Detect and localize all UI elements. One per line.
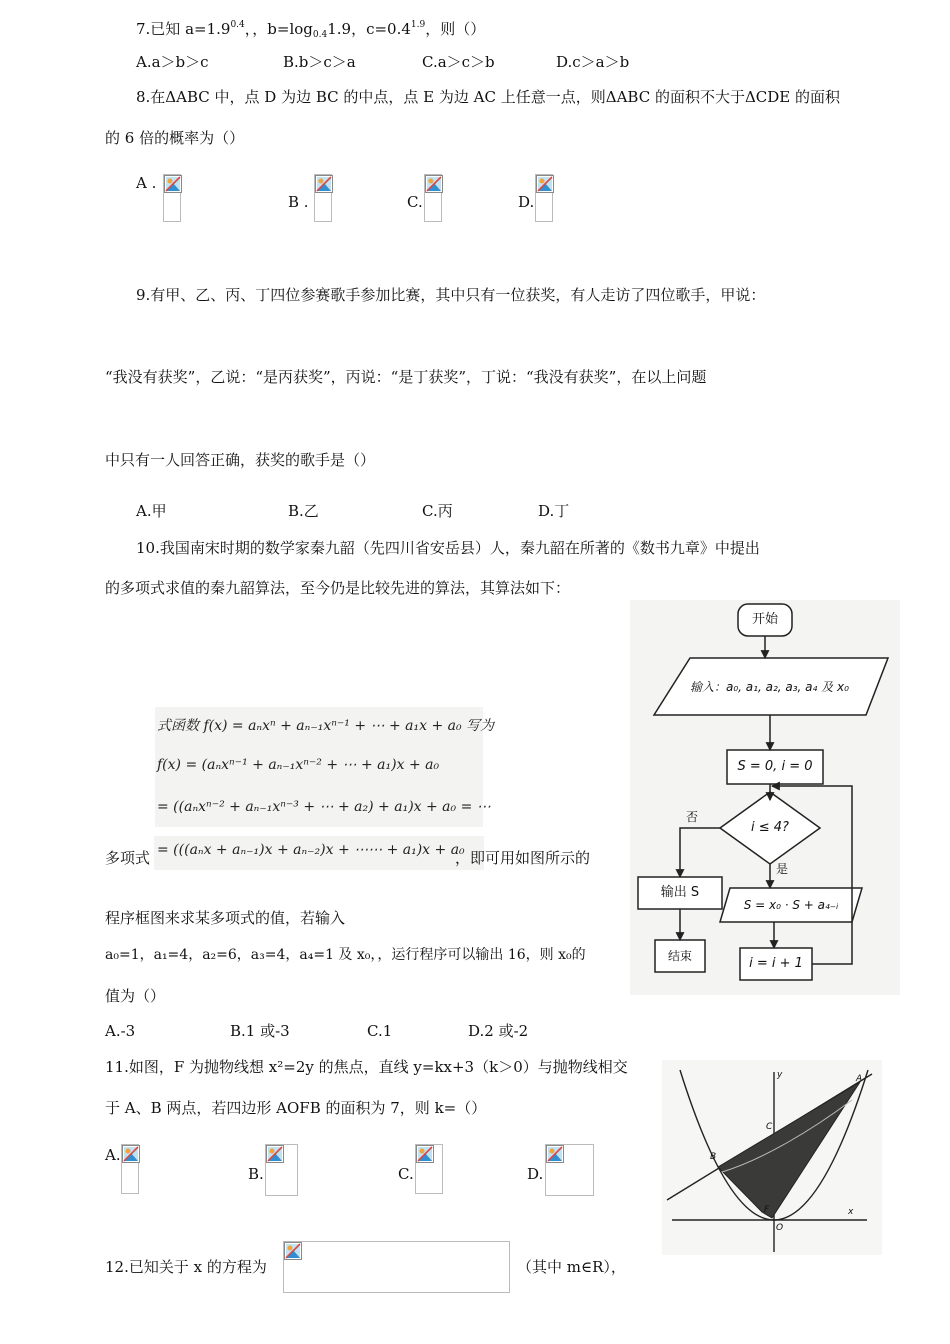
label-b: B	[710, 1152, 717, 1162]
broken-image-icon	[546, 1145, 564, 1163]
q11-option-b-image	[265, 1144, 298, 1196]
q8-option-d-image	[535, 174, 553, 222]
q10-stem-line2: 的多项式求值的秦九韶算法，至今仍是比较先进的算法，其算法如下：	[105, 579, 571, 597]
broken-image-icon	[416, 1145, 434, 1163]
flowchart-lines	[630, 600, 900, 995]
parabola-figure	[662, 1060, 882, 1255]
q8-stem-line2: 的 6 倍的概率为（）	[105, 129, 245, 147]
q8-option-d-label[interactable]: D.	[518, 193, 535, 211]
q7-option-d[interactable]: D.c＞a＞b	[556, 53, 630, 71]
flow-no-label: 否	[686, 810, 699, 824]
q12-stem-lead: 12.已知关于 x 的方程为	[105, 1258, 267, 1276]
q10-stem-line4: a₀=1，a₁=4，a₂=6，a₃=4，a₄=1 及 x₀，，运行程序可以输出 16，则 x₀的	[105, 947, 586, 963]
flow-cond-text: i ≤ 4?	[751, 820, 789, 835]
q12-stem-tail: （其中 m∈R），	[517, 1258, 626, 1276]
q10-formula-line4: = (((aₙx + aₙ₋₁)x + aₙ₋₂)x + ⋯⋯ + a₁)x + a₀	[157, 842, 465, 858]
q9-option-a[interactable]: A.甲	[136, 502, 167, 520]
parabola-graph	[662, 1060, 882, 1255]
q9-stem-line1: 9.有甲、乙、丙、丁四位参赛歌手参加比赛，其中只有一位获奖，有人走访了四位歌手，甲说：	[136, 286, 766, 304]
flow-input-text: 输入：a₀, a₁, a₂, a₃, a₄ 及 x₀	[690, 680, 849, 694]
q7-stem: 7.已知 $a=1.9^{0.4}$，，$b=\log_{0.4}1.9$，$c=0.4^{1.9}$，则（）	[136, 20, 486, 40]
q9-option-c[interactable]: C.丙	[422, 502, 453, 520]
q8-option-c-label[interactable]: C.	[407, 193, 423, 211]
q11-option-a-image	[121, 1144, 139, 1194]
q10-formula-line3: = ((aₙxⁿ⁻² + aₙ₋₁xⁿ⁻³ + ⋯ + a₂) + a₁)x + a₀ = ⋯	[157, 799, 491, 815]
broken-image-icon	[536, 175, 554, 193]
broken-image-icon	[315, 175, 333, 193]
q10-formula-line1: 式函数 f(x) = aₙxⁿ + aₙ₋₁xⁿ⁻¹ + ⋯ + a₁x + a₀ 写为	[157, 718, 495, 734]
q11-stem-line2: 于 A、B 两点，若四边形 AOFB 的面积为 7，则 k=（）	[105, 1099, 487, 1117]
q10-formula-line2: f(x) = (aₙxⁿ⁻¹ + aₙ₋₁xⁿ⁻² + ⋯ + a₁)x + a₀	[157, 757, 440, 773]
flow-end-text: 结束	[667, 949, 692, 963]
q12-equation-image	[283, 1241, 510, 1293]
q11-option-b-label[interactable]: B.	[248, 1165, 264, 1183]
q8-option-a-label[interactable]: A .	[136, 174, 157, 192]
q9-stem-line3: 中只有一人回答正确，获奖的歌手是（）	[105, 451, 376, 469]
q10-stem-line3: 程序框图来求某多项式的值，若输入	[105, 909, 346, 927]
flowchart-figure	[630, 600, 900, 995]
q11-option-a-label[interactable]: A.	[105, 1146, 121, 1164]
flow-start-text: 开始	[751, 612, 778, 627]
label-x: x	[848, 1207, 854, 1217]
q7-option-c[interactable]: C.a＞c＞b	[422, 53, 495, 71]
broken-image-icon	[164, 175, 182, 193]
q9-option-d[interactable]: D.丁	[538, 502, 570, 520]
label-f: F	[764, 1205, 770, 1215]
label-a: A	[856, 1074, 863, 1084]
q8-option-b-image	[314, 174, 332, 222]
q11-option-c-label[interactable]: C.	[398, 1165, 414, 1183]
label-c: C	[766, 1122, 773, 1132]
broken-image-icon	[284, 1242, 302, 1260]
q7-option-a[interactable]: A.a＞b＞c	[136, 53, 209, 71]
q8-stem-line1: 8.在ΔABC 中，点 D 为边 BC 的中点，点 E 为边 AC 上任意一点，则ΔABC 的面积不大于ΔCDE 的面积	[136, 88, 840, 106]
broken-image-icon	[122, 1145, 140, 1163]
flow-output-text: 输出 S	[660, 885, 700, 900]
flow-yes-label: 是	[776, 862, 789, 876]
q10-option-c[interactable]: C.1	[367, 1022, 393, 1040]
q9-option-b[interactable]: B.乙	[288, 502, 319, 520]
flow-update-text: S = x₀ · S + a₄₋ᵢ	[743, 898, 839, 912]
q10-option-a[interactable]: A.-3	[105, 1022, 136, 1040]
q10-stem-line1: 10.我国南宋时期的数学家秦九韶（先四川省安岳县）人，秦九韶在所著的《数书九章》中提出	[136, 539, 760, 557]
q8-option-b-label[interactable]: B .	[288, 193, 309, 211]
q11-stem-line1: 11.如图，F 为抛物线想 x²=2y 的焦点，直线 y=kx+3（k＞0）与抛物线相交	[105, 1058, 628, 1076]
q10-prefix: 多项式	[105, 849, 151, 867]
broken-image-icon	[425, 175, 443, 193]
q7-option-b[interactable]: B.b＞c＞a	[283, 53, 356, 71]
flow-incr-text: i = i + 1	[749, 956, 803, 971]
flow-init-text: S = 0, i = 0	[737, 759, 813, 774]
q10-option-d[interactable]: D.2 或-2	[468, 1022, 529, 1040]
q11-option-c-image	[415, 1144, 443, 1194]
q10-stem-line5: 值为（）	[105, 987, 166, 1005]
q11-option-d-image	[545, 1144, 594, 1196]
q8-option-c-image	[424, 174, 442, 222]
label-y: y	[777, 1070, 783, 1080]
q10-suffix: ，即可用如图所示的	[455, 849, 591, 867]
q8-option-a-image	[163, 174, 181, 222]
label-o: O	[776, 1223, 784, 1233]
q9-stem-line2: “我没有获奖”，乙说：“是丙获奖”，丙说：“是丁获奖”，丁说：“我没有获奖”，在以上问题	[105, 368, 707, 386]
broken-image-icon	[266, 1145, 284, 1163]
q11-option-d-label[interactable]: D.	[527, 1165, 544, 1183]
q10-option-b[interactable]: B.1 或-3	[230, 1022, 290, 1040]
